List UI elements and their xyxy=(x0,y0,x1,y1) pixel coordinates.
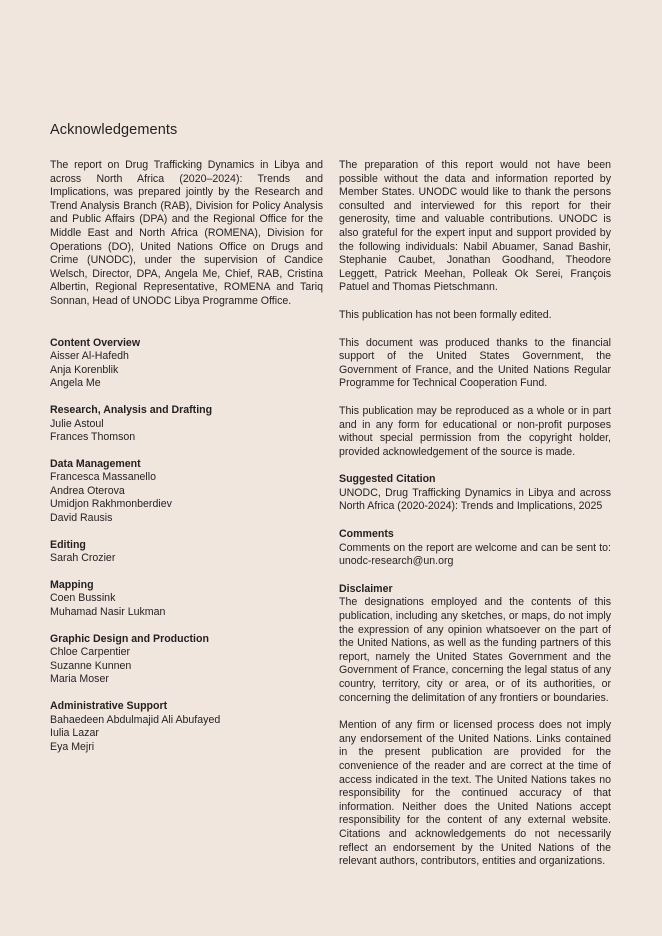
credit-group xyxy=(50,633,323,687)
credit-member: Suzanne Kunnen xyxy=(50,659,132,672)
credit-member: Umidjon Rakhmonberdiev xyxy=(50,498,172,511)
credit-member: Andrea Oterova xyxy=(50,484,125,497)
credit-member: Anja Korenblik xyxy=(50,363,119,376)
credit-member: Aisser Al-Hafedh xyxy=(50,350,129,363)
credit-member: Francesca Massanello xyxy=(50,471,156,484)
credit-member: Iulia Lazar xyxy=(50,727,99,740)
credit-member: Sarah Crozier xyxy=(50,552,116,565)
credit-member: Chloe Carpentier xyxy=(50,646,131,659)
right-column xyxy=(339,159,611,883)
credit-member: Coen Bussink xyxy=(50,592,116,605)
credit-member: Frances Thomson xyxy=(50,431,136,444)
comments-section xyxy=(339,528,611,569)
credit-group-title: Editing xyxy=(50,538,86,551)
citation-title: Suggested Citation xyxy=(339,473,436,486)
credit-member: Bahaedeen Abdulmajid Ali Abufayed xyxy=(50,713,221,726)
data-thanks-paragraph: The preparation of this report would not have been possible without the data and information reported by Member States. UNODC would like to thank the persons consulted and interviewed for this report for their generosity, time and valuable contributions. UNODC is also grateful for the expert input and support provided by the following individuals: Nabil Abuamer, Sanad Bashir, Stephanie Caubet, Jonathan Goodhand, Theodore Leggett, Patrick Meehan, Polleak Ok Serei, François Patuel and Thomas Pietschmann. xyxy=(339,159,611,294)
credit-member: Eya Mejri xyxy=(50,740,95,753)
funding-paragraph: This document was produced thanks to the financial support of the United States Government, the Government of France, and the United Nations Regular Programme for Technical Cooperation Fund. xyxy=(339,336,611,390)
credit-group xyxy=(50,458,323,526)
credit-group xyxy=(50,337,323,391)
credit-group-title: Content Overview xyxy=(50,336,141,349)
page-title: Acknowledgements xyxy=(50,122,178,138)
comments-title: Comments xyxy=(339,528,394,541)
credit-member: Angela Me xyxy=(50,377,101,390)
credit-group xyxy=(50,539,323,566)
disclaimer-paragraph-2: Mention of any firm or licensed process does not imply any endorsement of the United Nations. Links contained in the present publication are provided for the convenience of the reader and are correct at the time of access indicated in the text. The United Nations takes no responsibility for the continued accuracy of that information. Neither does the United Nations accept responsibility for the content of any external website. Citations and acknowledgements do not necessarily reflect an endorsement by the United Nations of the relevant authors, contributors, entities and organizations. xyxy=(339,719,611,868)
credit-group-title: Mapping xyxy=(50,578,94,591)
credits-list xyxy=(50,337,323,755)
credit-member: Maria Moser xyxy=(50,673,109,686)
credit-group-title: Data Management xyxy=(50,457,141,470)
disclaimer-title: Disclaimer xyxy=(339,582,393,595)
credit-group-title: Graphic Design and Production xyxy=(50,632,209,645)
credit-member: David Rausis xyxy=(50,512,113,525)
credit-group-title: Administrative Support xyxy=(50,700,168,712)
disclaimer-section xyxy=(339,583,611,869)
credit-member: Muhamad Nasir Lukman xyxy=(50,606,166,619)
comments-text: Comments on the report are welcome and can be sent to: unodc-research@un.org xyxy=(339,541,611,568)
citation-text: UNODC, Drug Trafficking Dynamics in Libya and across North Africa (2020-2024): Trends and Implications, 2025 xyxy=(339,486,611,513)
credit-group xyxy=(50,579,323,620)
credit-group xyxy=(50,404,323,445)
left-column xyxy=(50,159,323,767)
reproduction-paragraph: This publication may be reproduced as a whole or in part and in any form for educational or non-profit purposes without special permission from the copyright holder, provided acknowledgement of the source is made. xyxy=(339,404,611,458)
disclaimer-paragraph-1: The designations employed and the contents of this publication, including any sketches, or maps, do not imply the expression of any opinion whatsoever on the part of the United Nations, as well as the funding partners of this report, namely the United States Government and the Government of France, concerning the legal status of any country, territory, city or area, or of its authorities, or concerning the delimitation of any frontiers or boundaries. xyxy=(339,596,611,704)
intro-paragraph: The report on Drug Trafficking Dynamics in Libya and across North Africa (2020–2024): Trends and Implications, was prepared jointly by the Research and Trend Analysis Branch (RAB), Division for Policy Analysis and Public Affairs (DPA) and the Regional Office for the Middle East and North Africa (ROMENA), Division for Operations (DO), United Nations Office on Drugs and Crime (UNODC), under the supervision of Candice Welsch, Director, DPA, Angela Me, Chief, RAB, Cristina Albertin, Regional Representative, ROMENA and Tariq Sonnan, Head of UNODC Libya Programme Office. xyxy=(50,159,323,307)
citation-section xyxy=(339,473,611,514)
not-edited-note: This publication has not been formally edited. xyxy=(339,308,552,321)
credit-group xyxy=(50,700,323,754)
credit-group-title: Research, Analysis and Drafting xyxy=(50,403,213,416)
credit-member: Julie Astoul xyxy=(50,417,104,430)
